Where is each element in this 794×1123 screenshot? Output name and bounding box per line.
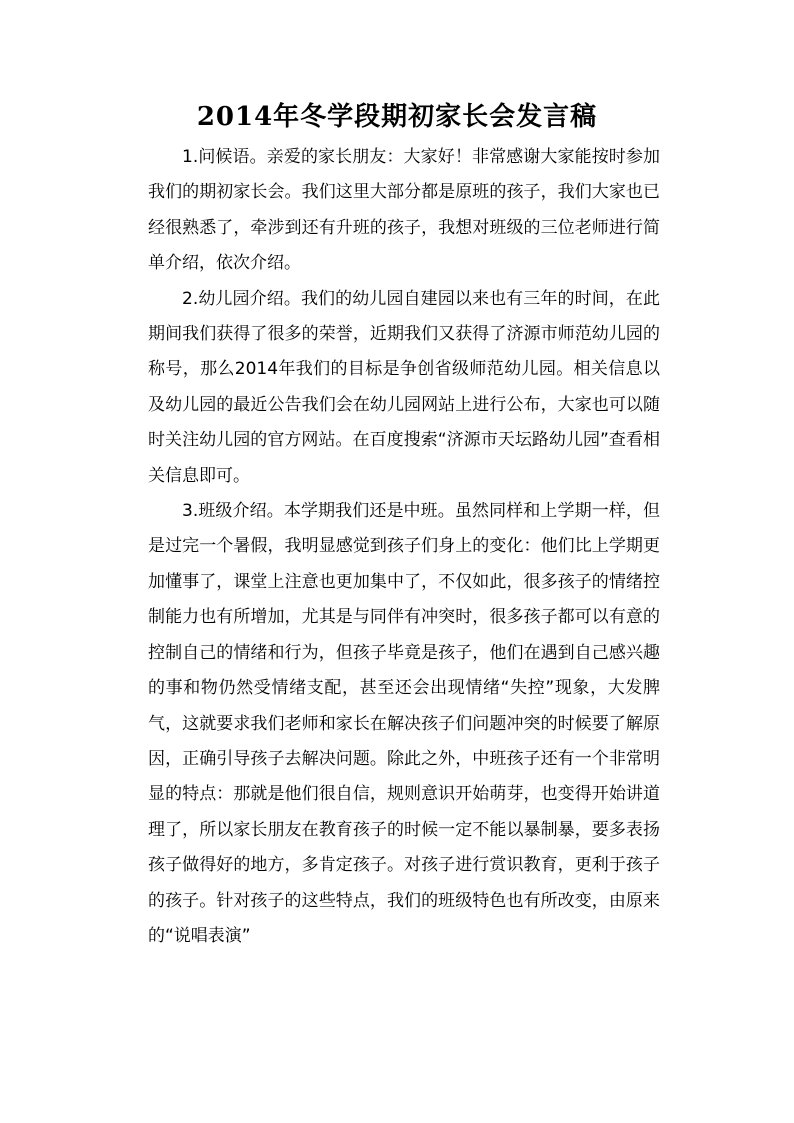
paragraph-class-intro: 3.班级介绍。本学期我们还是中班。虽然同样和上学期一样，但是过完一个暑假，我明显感觉到孩子们身上的变化：他们比上学期更加懂事了，课堂上注意也更加集中了，不仅如此，很多孩子的情绪控制能力也有所增加，尤其是与同伴有冲突时，很多孩子都可以有意的控制自己的情绪和行为，但孩子毕竟是孩子，他们在遇到自己感兴趣的事和物仍然受情绪支配，甚至还会出现情绪“失控”现象，大发脾气，这就要求我们老师和家长在解决孩子们问题冲突的时候要了解原因，正确引导孩子去解决问题。除此之外，中班孩子还有一个非常明显的特点：那就是他们很自信，规则意识开始萌芽，也变得开始讲道理了，所以家长朋友在教育孩子的时候一定不能以暴制暴，要多表扬孩子做得好的地方，多肯定孩子。对孩子进行赏识教育，更利于孩子的孩子。针对孩子的这些特点，我们的班级特色也有所改变，由原来的“说唱表演” (148, 501, 660, 946)
document-title: 2014年冬学段期初家长会发言稿 (196, 102, 598, 132)
document-body (148, 140, 660, 954)
paragraph-kindergarten-intro: 2.幼儿园介绍。我们的幼儿园自建园以来也有三年的时间，在此期间我们获得了很多的荣誉，近期我们又获得了济源市师范幼儿园的称号，那么2014年我们的目标是争创省级师范幼儿园。相关信息以及幼儿园的最近公告我们会在幼儿园网站上进行公布，大家也可以随时关注幼儿园的官方网站。在百度搜索“济源市天坛路幼儿园”查看相关信息即可。 (148, 288, 660, 486)
paragraph-greeting: 1.问候语。亲爱的家长朋友：大家好！非常感谢大家能按时参加我们的期初家长会。我们这里大部分都是原班的孩子，我们大家也已经很熟悉了，牵涉到还有升班的孩子，我想对班级的三位老师进行简单介绍，依次介绍。 (148, 147, 660, 274)
